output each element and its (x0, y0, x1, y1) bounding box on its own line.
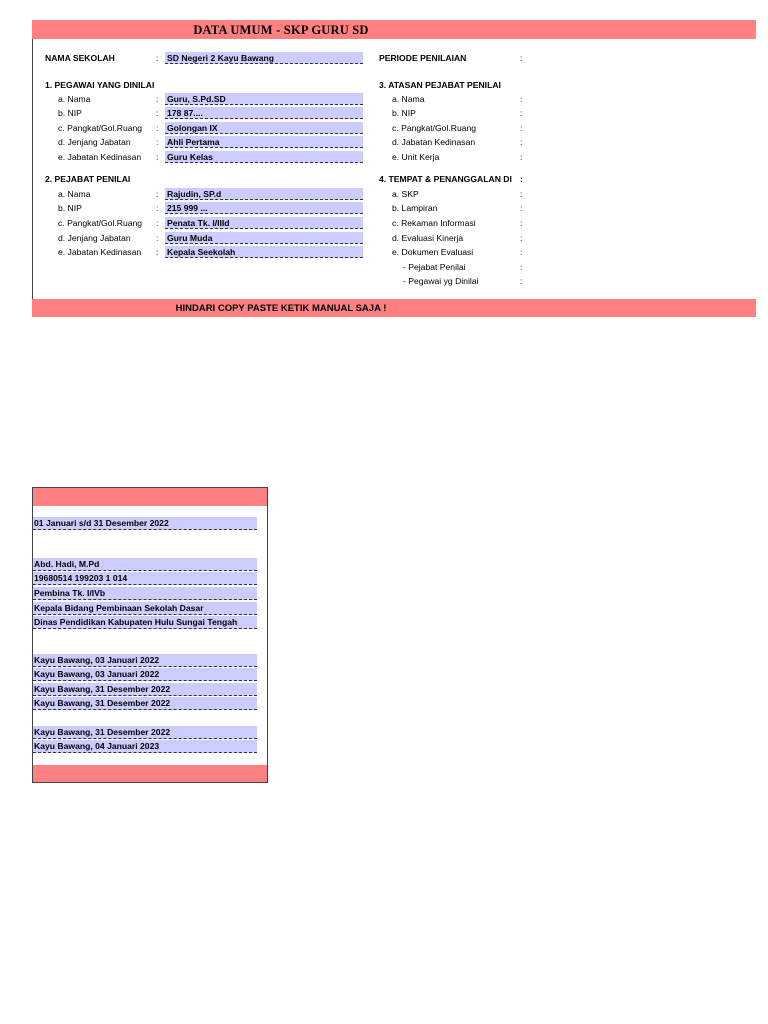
pegawai-value-pangkat[interactable]: Golongan IX (165, 122, 363, 134)
tempat-label-skp: a. SKP (392, 189, 419, 199)
tempat-value-skp[interactable]: Kayu Bawang, 03 Januari 2022 (33, 654, 257, 667)
colon: : (520, 94, 523, 104)
colon: : (156, 53, 159, 63)
tempat-label-lampiran: b. Lampiran (392, 203, 438, 213)
tempat-value-rekaman[interactable]: Kayu Bawang, 31 Desember 2022 (33, 683, 257, 696)
sheet2-header-bar (33, 488, 267, 506)
colon: : (156, 189, 159, 199)
pegawai-label-jenjang: d. Jenjang Jabatan (58, 137, 131, 147)
colon: : (520, 108, 523, 118)
tempat-label-pegawai: - Pegawai yg Dinilai (403, 276, 479, 286)
pejabat-heading: 2. PEJABAT PENILAI (45, 174, 131, 184)
pejabat-label-nip: b. NIP (58, 203, 82, 213)
pegawai-value-jenjang[interactable]: Ahli Pertama (165, 136, 363, 148)
colon: : (520, 152, 523, 162)
colon: : (520, 218, 523, 228)
atasan-value-pangkat[interactable]: Pembina Tk. I/IVb (33, 587, 257, 600)
colon: : (156, 137, 159, 147)
pejabat-value-jabatan[interactable]: Kepala Seekolah (165, 246, 363, 258)
colon: : (156, 152, 159, 162)
tempat-label-dokumen: e. Dokumen Evaluasi (392, 247, 474, 257)
colon: : (520, 262, 523, 272)
atasan-value-nip[interactable]: 19680514 199203 1 014 (33, 572, 257, 585)
dokumen-value-pejabat[interactable]: Kayu Bawang, 31 Desember 2022 (33, 726, 257, 739)
footer-note: HINDARI COPY PASTE KETIK MANUAL SAJA ! (175, 303, 387, 314)
atasan-heading: 3. ATASAN PEJABAT PENILAI (379, 80, 501, 90)
atasan-value-nama[interactable]: Abd. Hadi, M.Pd (33, 558, 257, 571)
colon: : (156, 218, 159, 228)
colon: : (520, 174, 523, 184)
pegawai-label-nip: b. NIP (58, 108, 82, 118)
colon: : (520, 53, 523, 63)
colon: : (520, 276, 523, 286)
school-value[interactable]: SD Negeri 2 Kayu Bawang (165, 52, 363, 64)
colon: : (520, 233, 523, 243)
atasan-label-unit: e. Unit Kerja (392, 152, 440, 162)
atasan-value-jabatan[interactable]: Kepala Bidang Pembinaan Sekolah Dasar (33, 602, 257, 615)
atasan-value-unit[interactable]: Dinas Pendidikan Kabupaten Hulu Sungai Tengah (33, 616, 257, 629)
colon: : (156, 123, 159, 133)
pegawai-value-nip[interactable]: 178 87.... (165, 107, 363, 119)
pejabat-value-jenjang[interactable]: Guru Muda (165, 232, 363, 244)
tempat-value-lampiran[interactable]: Kayu Bawang, 03 Januari 2022 (33, 668, 257, 681)
colon: : (156, 233, 159, 243)
pejabat-value-nip[interactable]: 215 999 ... (165, 202, 363, 214)
pegawai-heading: 1. PEGAWAI YANG DINILAI (45, 80, 155, 90)
colon: : (520, 203, 523, 213)
atasan-label-nama: a. Nama (392, 94, 425, 104)
colon: : (156, 108, 159, 118)
pejabat-label-jabatan: e. Jabatan Kedinasan (58, 247, 142, 257)
periode-label: PERIODE PENILAIAN (379, 53, 467, 63)
colon: : (520, 123, 523, 133)
pegawai-label-pangkat: c. Pangkat/Gol.Ruang (58, 123, 143, 133)
school-label: NAMA SEKOLAH (45, 53, 115, 63)
atasan-label-nip: b. NIP (392, 108, 416, 118)
pejabat-value-nama[interactable]: Rajudin, SP.d (165, 188, 363, 200)
tempat-label-pejabat: - Pejabat Penilai (403, 262, 466, 272)
pegawai-value-jabatan[interactable]: Guru Kelas (165, 151, 363, 163)
tempat-label-evaluasi: d. Evaluasi Kinerja (392, 233, 464, 243)
pegawai-value-nama[interactable]: Guru, S.Pd.SD (165, 93, 363, 105)
pegawai-label-nama: a. Nama (58, 94, 91, 104)
periode-value[interactable]: 01 Januari s/d 31 Desember 2022 (33, 517, 257, 530)
atasan-label-pangkat: c. Pangkat/Gol.Ruang (392, 123, 477, 133)
colon: : (156, 247, 159, 257)
colon: : (520, 137, 523, 147)
pejabat-label-nama: a. Nama (58, 189, 91, 199)
pejabat-label-jenjang: d. Jenjang Jabatan (58, 233, 131, 243)
atasan-label-jabatan: d. Jabatan Kedinasan (392, 137, 476, 147)
pegawai-label-jabatan: e. Jabatan Kedinasan (58, 152, 142, 162)
page-title: DATA UMUM - SKP GURU SD (193, 23, 369, 37)
tempat-value-evaluasi[interactable]: Kayu Bawang, 31 Desember 2022 (33, 697, 257, 710)
dokumen-value-pegawai[interactable]: Kayu Bawang, 04 Januari 2023 (33, 740, 257, 753)
colon: : (156, 203, 159, 213)
colon: : (520, 247, 523, 257)
colon: : (156, 94, 159, 104)
pejabat-label-pangkat: c. Pangkat/Gol.Ruang (58, 218, 143, 228)
colon: : (520, 189, 523, 199)
pejabat-value-pangkat[interactable]: Penata Tk. I/IIId (165, 217, 363, 229)
tempat-label-rekaman: c. Rekaman Informasi (392, 218, 476, 228)
sheet2-footer-bar (33, 765, 267, 782)
tempat-heading: 4. TEMPAT & PENANGGALAN DI (379, 174, 512, 184)
